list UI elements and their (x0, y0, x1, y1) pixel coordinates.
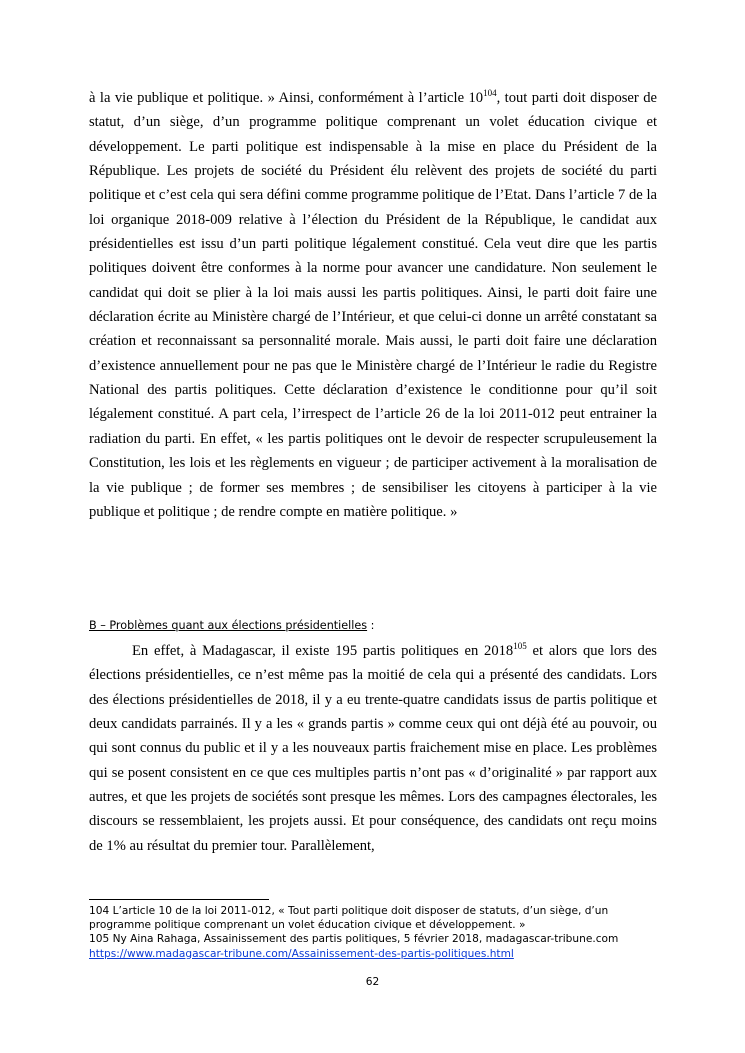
paragraph1-text-end: , tout parti doit disposer de statut, d’un siège, d’un programme politique comprenant un volet éducation civique et développement. Le parti politique est indispensable à la mise en place du Président de la République. Les projets de société du Président élu relèvent des projets de société du parti politique et c’est cela qui sera défini comme programme politique de l’Etat. Dans l’article 7 de la loi organique 2018-009 relative à l’élection du Président de la République, le candidat aux présidentielles est issu d’un parti politique légalement constitué. Cela veut dire que les partis politiques doivent être conformes à la norme pour avancer une candidature. Non seulement le candidat qui doit se plier à la loi mais aussi les partis politiques. Ainsi, le parti doit faire une déclaration écrite au Ministère chargé de l’Intérieur, et que celui-ci donne un arrêté constatant sa création et reconnaissant sa personnalité morale. Mais aussi, le parti doit faire une déclaration d’existence annuellement pour ne pas que le Ministère chargé de l’Intérieur le radie du Registre National des partis politiques. Cette déclaration d’existence le conditionne pour qu’il soit légalement constitué. A part cela, l’irrespect de l’article 26 de la loi 2011-012 peut entrainer la radiation du parti. En effet, « les partis politiques ont le devoir de respecter scrupuleusement la Constitution, les lois et les règlements en vigueur ; de participer activement à la moralisation de la vie publique ; de former ses membres ; de sensibiliser les citoyens à participer à la vie publique et politique ; de rendre compte en matière politique. » (89, 90, 657, 520)
section-heading-title: B – Problèmes quant aux élections présidentielles (89, 619, 368, 632)
footnote-ref-105[interactable]: 105 (513, 641, 527, 651)
paragraph-article-10 (89, 86, 657, 524)
paragraph1-text-start: à la vie publique et politique. » Ainsi, conformément à l’article 10 (89, 90, 484, 106)
section-heading (89, 618, 657, 634)
footnote-104: 104 L’article 10 de la loi 2011-012, « Tout parti politique doit disposer de statuts, d’un siège, d’un programme politique comprenant un volet éducation civique et développement. » (89, 905, 609, 932)
paragraph2-text-start: En effet, à Madagascar, il existe 195 partis politiques en 2018 (132, 643, 514, 659)
footnote-105-link[interactable]: https://www.madagascar-tribune.com/Assainissement-des-partis-politiques.html (89, 947, 514, 960)
footnote-separator (89, 899, 269, 900)
footnote-105-link-line (89, 947, 669, 961)
section-heading-suffix: : (367, 619, 375, 632)
footnote-ref-104[interactable]: 104 (483, 88, 497, 98)
footnotes (89, 904, 669, 961)
paragraph-presidential-elections (89, 639, 657, 858)
footnote-105: 105 Ny Aina Rahaga, Assainissement des partis politiques, 5 février 2018, madagascar-tribune.com (89, 933, 619, 946)
paragraph2-text-end: et alors que lors des élections présidentielles, ce n’est même pas la moitié de cela qui a présenté des candidats. Lors des élections présidentielles de 2018, il y a eu trente-quatre candidats issus de partis politique et deux candidats parrainés. Il y a les « grands partis » comme ceux qui ont déjà été au pouvoir, ou qui sont connus du public et il y a les nouveaux partis fraichement mise en place. Les problèmes qui se posent consistent en ce que ces multiples partis n’ont pas « d’originalité » par rapport aux autres, et que les projets de sociétés sont presque les mêmes. Lors des campagnes électorales, les discours se ressemblaient, les projets aussi. Et pour conséquence, des candidats ont reçu moins de 1% au résultat du premier tour. Parallèlement, (89, 643, 657, 854)
page-number: 62 (365, 976, 380, 988)
